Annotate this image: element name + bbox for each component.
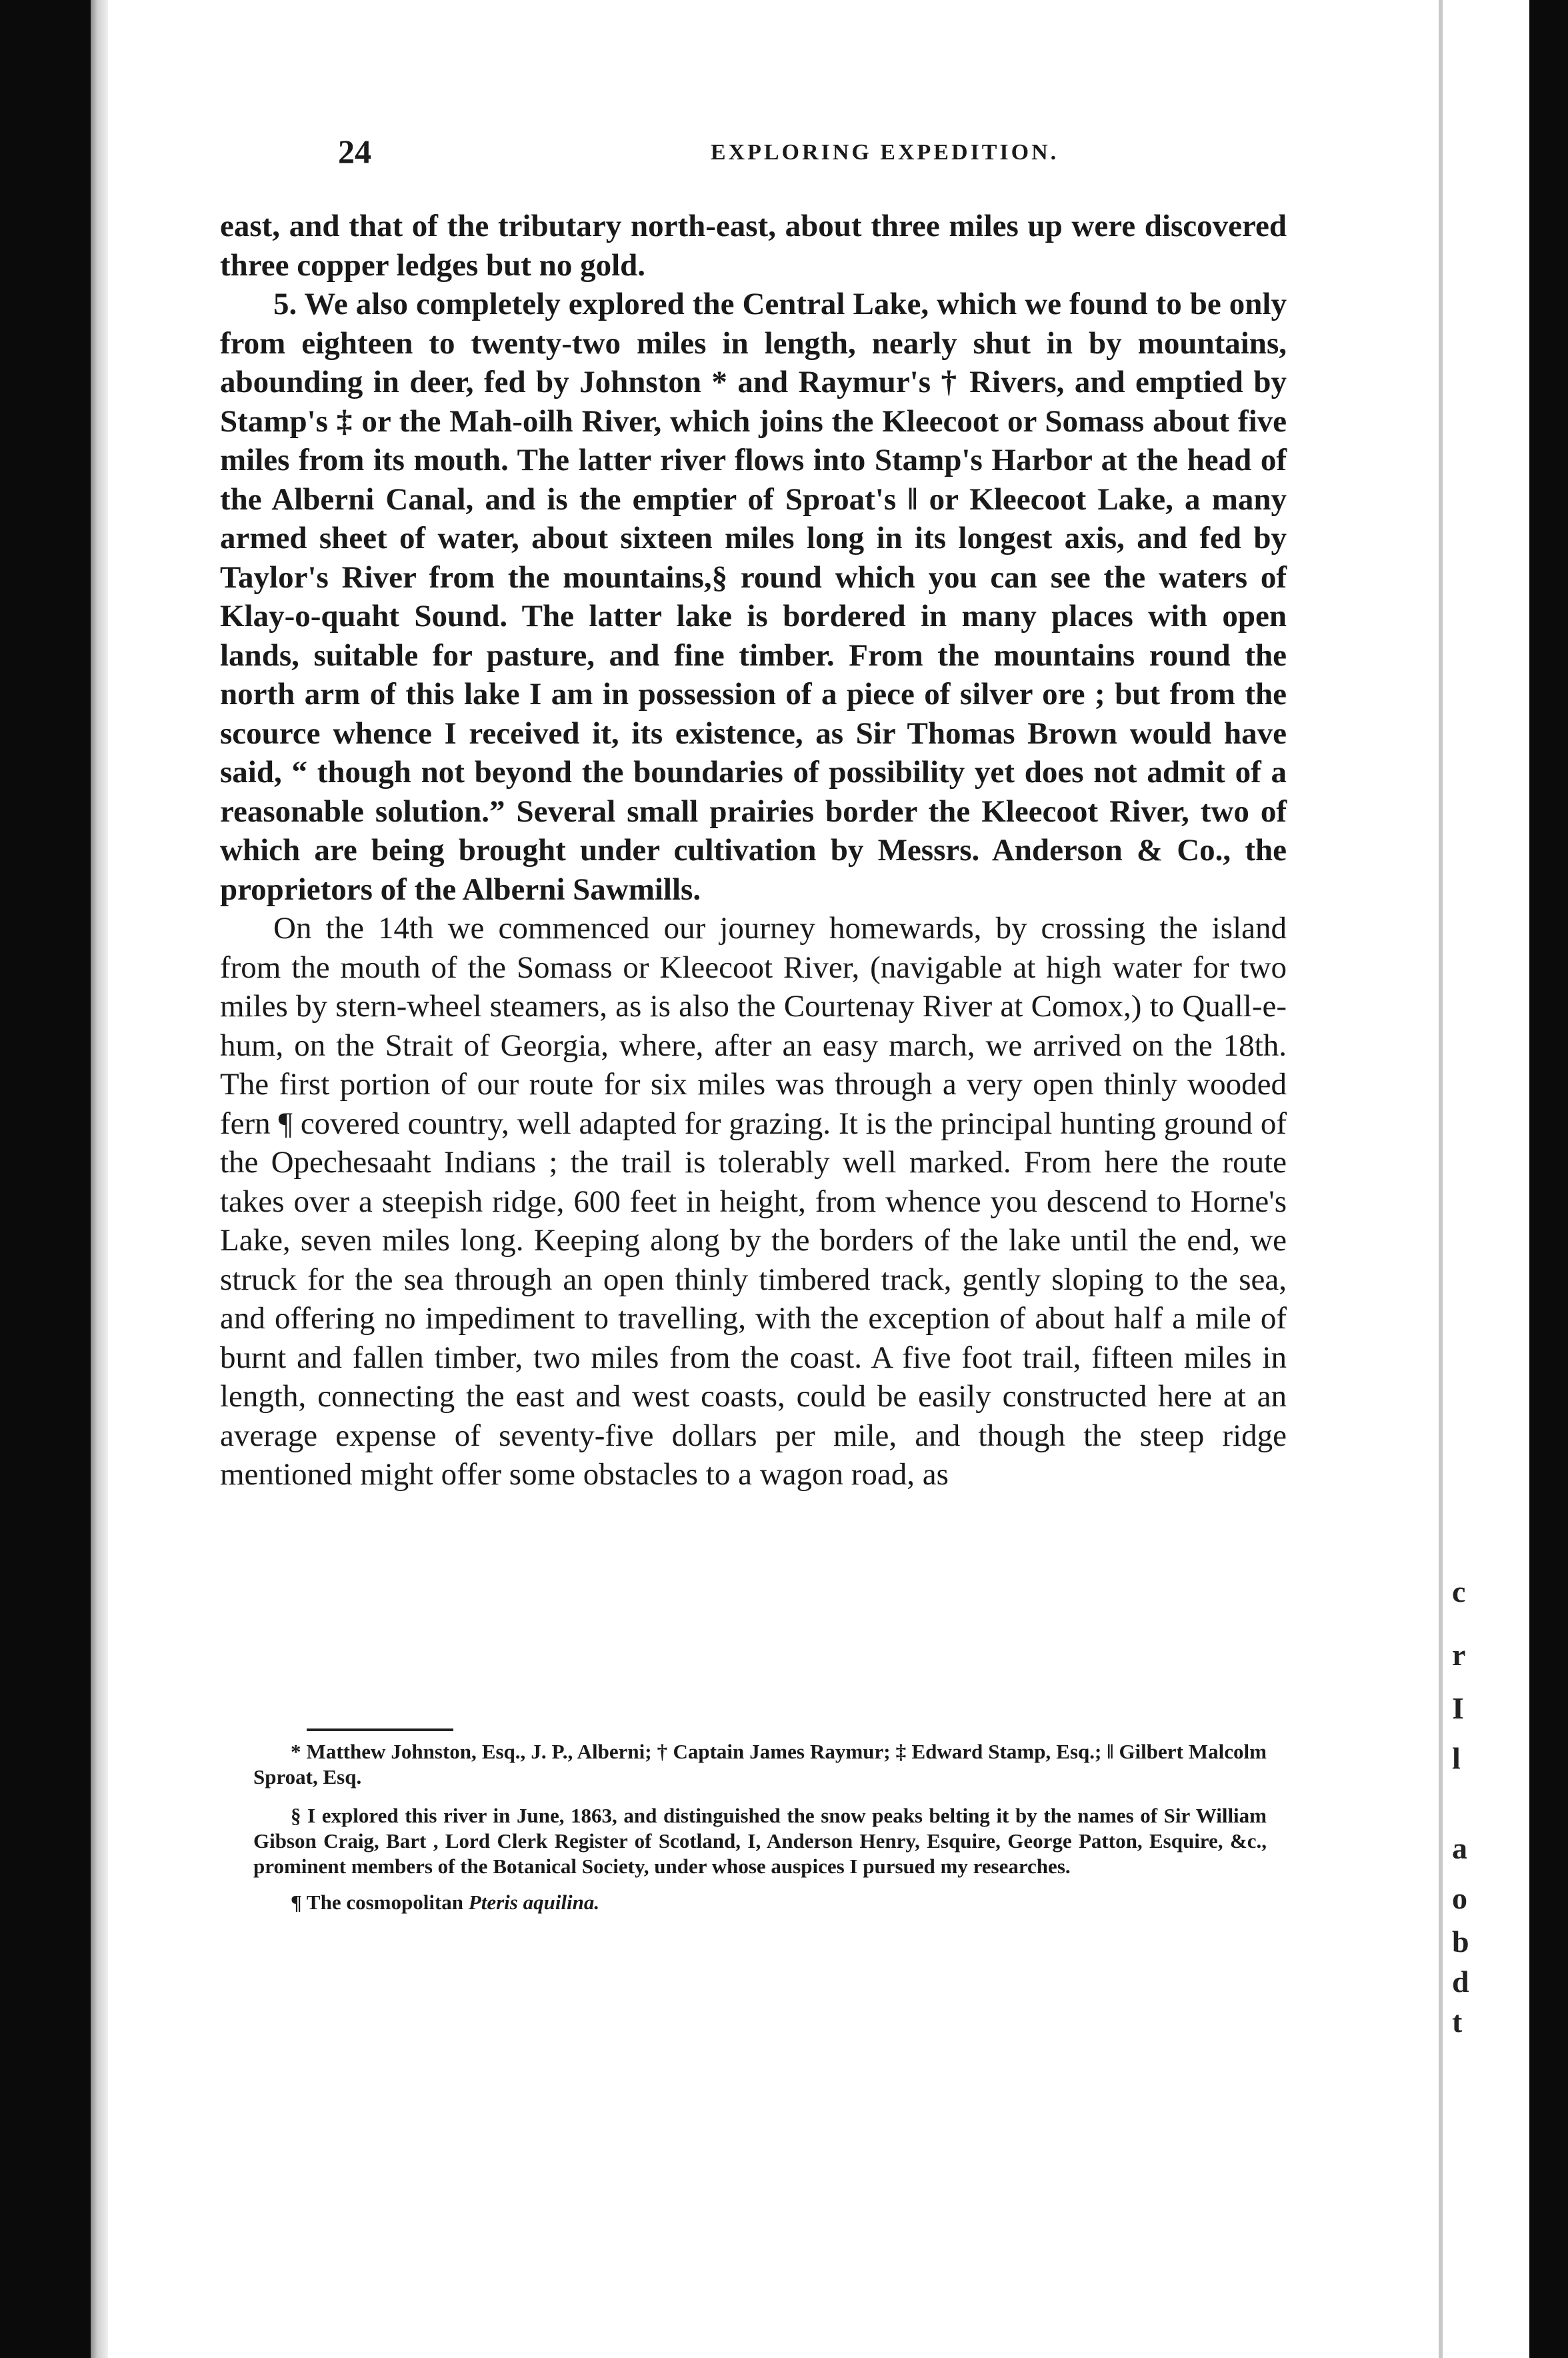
paragraph-3: On the 14th we commenced our journey homewards, by crossing the island from the mouth of the Somass or Kleecoot River, (navigable at high water for two miles by stern-wheel steamers, as is also the Courtenay River at Comox,) to Quall-e-hum, on the Strait of Georgia, where, after an easy march, we arrived on the 18th. The first portion of our route for six miles was through a very open thinly wooded fern ¶ covered country, well adapted for grazing. It is the principal hunting ground of the Opechesaaht Indians ; the trail is tolerably well marked. From here the route takes over a steepish ridge, 600 feet in height, from whence you descend to Horne's Lake, seven miles long. Keeping along by the borders of the lake until the end, we struck for the sea through an open thinly timbered track, gently sloping to the sea, and offering no impediment to travelling, with the exception of about half a mile of burnt and fallen timber, two miles from the coast. A five foot trail, fifteen miles in length, connecting the east and west coasts, could be easily constructed here at an average expense of seventy-five dollars per mile, and though the steep ridge mentioned might offer some obstacles to a wagon road, as bbox=[220, 911, 1287, 1492]
adjacent-letter: a bbox=[1452, 1831, 1467, 1865]
adjacent-letter: l bbox=[1452, 1741, 1461, 1775]
footnotes bbox=[253, 1739, 1267, 1926]
page-number: 24 bbox=[338, 133, 371, 170]
footnote-3 bbox=[253, 1890, 1267, 1915]
running-head-title: EXPLORING EXPEDITION. bbox=[710, 140, 1059, 165]
adjacent-letter: d bbox=[1452, 1965, 1469, 1999]
page-edge bbox=[91, 0, 108, 2358]
adjacent-letter: r bbox=[1452, 1638, 1466, 1672]
paragraph-1: east, and that of the tributary north-east, about three miles up were discovered three copper ledges but no gold. bbox=[220, 209, 1287, 283]
paragraph-2: 5. We also completely explored the Central Lake, which we found to be only from eighteen to twenty-two miles in length, nearly shut in by mountains, abounding in deer, fed by Johnston * and Raymur's † Rivers, and emptied by Stamp's ‡ or the Mah-oilh River, which joins the Kleecoot or Somass about five miles from its mouth. The latter river flows into Stamp's Harbor at the head of the Alberni Canal, and is the emptier of Sproat's ‖ or Kleecoot Lake, a many armed sheet of water, about sixteen miles long in its longest axis, and fed by Taylor's River from the mountains,§ round which you can see the waters of Klay-o-quaht Sound. The latter lake is bordered in many places with open lands, suitable for pasture, and fine timber. From the mountains round the north arm of this lake I am in possession of a piece of silver ore ; but from the scource whence I received it, its existence, as Sir Thomas Brown would have said, “ though not beyond the boundaries of possibility yet does not admit of a reasonable solution.” Several small prairies border the Kleecoot River, two of which are being brought under cultivation by Messrs. Anderson & Co., the proprietors of the Alberni Sawmills. bbox=[220, 287, 1287, 907]
scan-border-left bbox=[0, 0, 91, 2358]
footnote-3-species: Pteris aquilina. bbox=[468, 1891, 600, 1914]
adjacent-letter: b bbox=[1452, 1925, 1469, 1959]
adjacent-page bbox=[1439, 0, 1529, 2358]
adjacent-letter: o bbox=[1452, 1881, 1467, 1915]
running-head bbox=[338, 132, 1431, 179]
body-text bbox=[220, 207, 1287, 1494]
footnote-2: § I explored this river in June, 1863, and distinguished the snow peaks belting it by the names of Sir William Gibson Craig, Bart , Lord Clerk Register of Scotland, I, Anderson Henry, Esquire, George Patton, Esquire, &c., prominent members of the Botanical Society, under whose auspices I pursued my researches. bbox=[253, 1804, 1267, 1878]
adjacent-letter: I bbox=[1452, 1691, 1464, 1725]
footnote-3-text: ¶ The cosmopolitan bbox=[291, 1891, 464, 1914]
footnote-1: * Matthew Johnston, Esq., J. P., Alberni; † Captain James Raymur; ‡ Edward Stamp, Esq.; ‖ Gilbert Malcolm Sproat, Esq. bbox=[253, 1740, 1267, 1789]
adjacent-letter: t bbox=[1452, 2005, 1463, 2039]
adjacent-letter: c bbox=[1452, 1574, 1466, 1608]
footnote-rule bbox=[307, 1728, 453, 1731]
scan-border-right bbox=[1529, 0, 1568, 2358]
